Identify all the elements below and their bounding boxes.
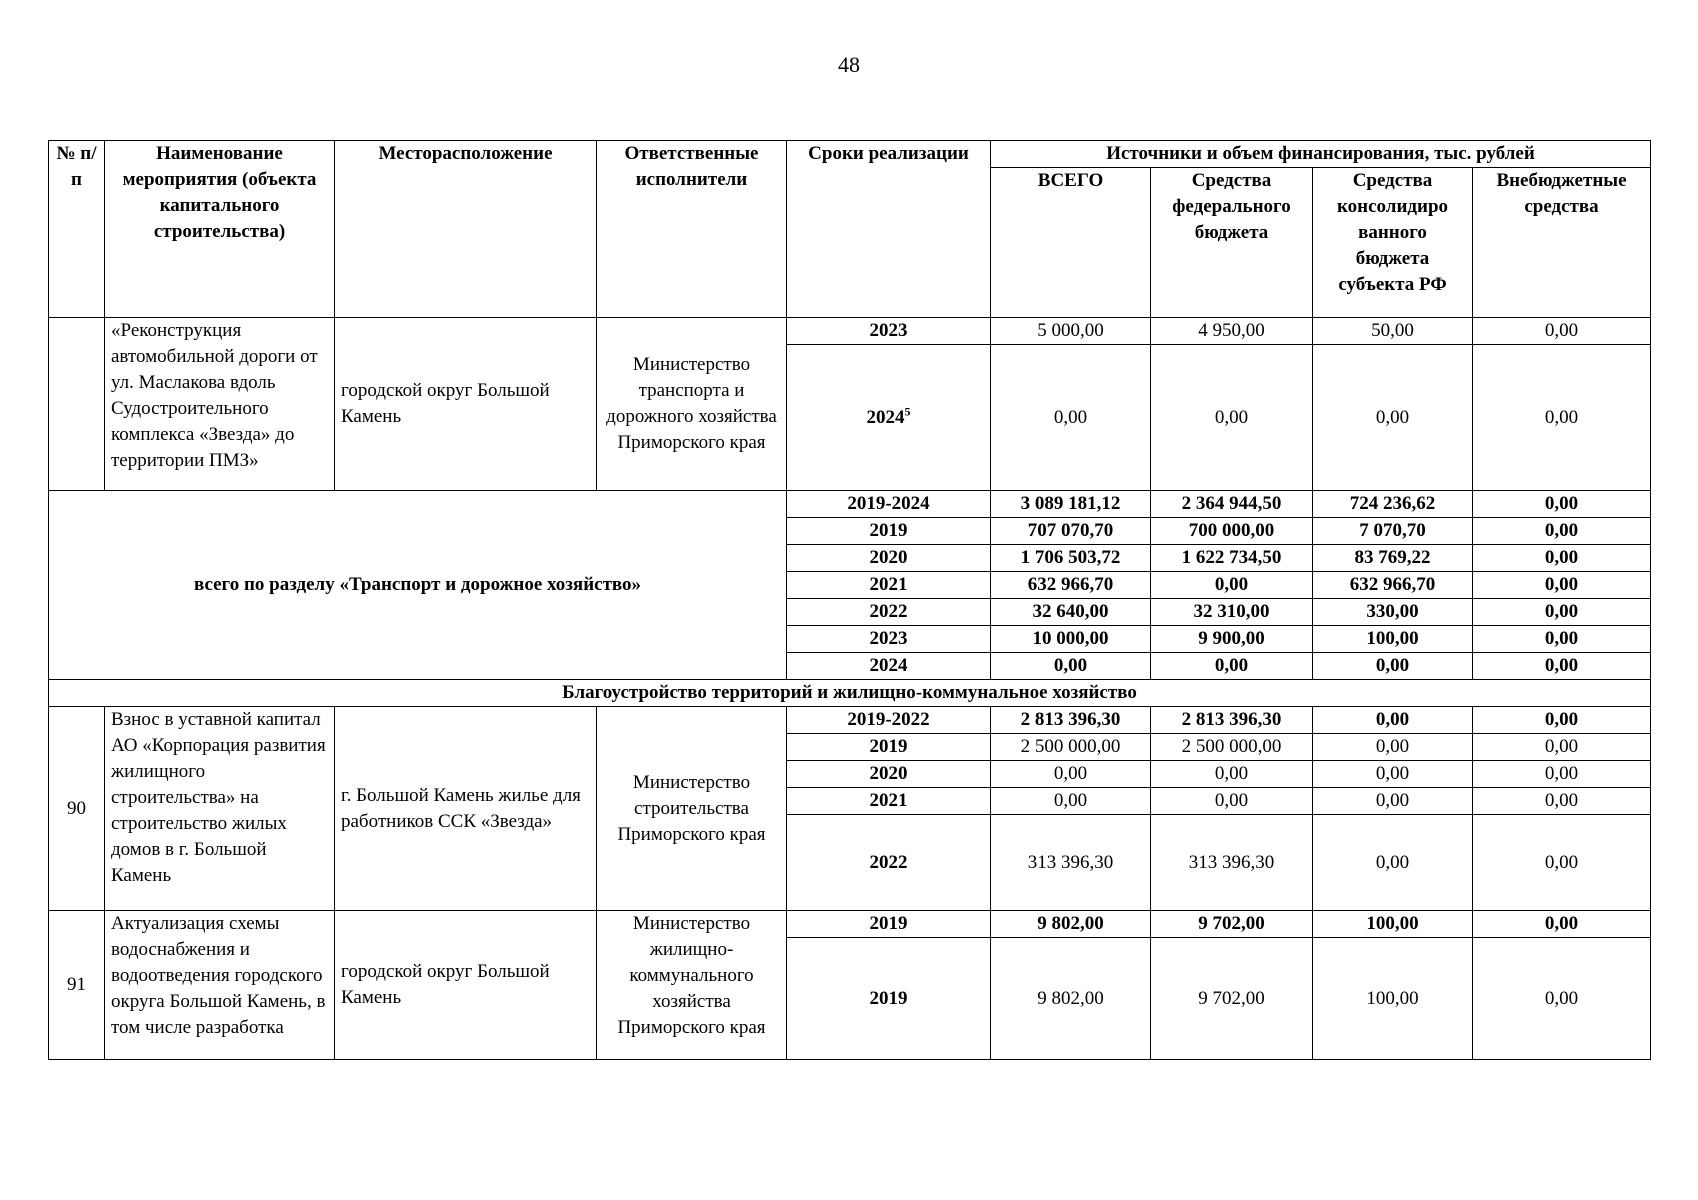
extra-cell: 0,00 xyxy=(1473,707,1651,734)
year-cell: 2021 xyxy=(787,788,991,815)
year-cell: 2024 xyxy=(787,653,991,680)
year-cell: 2019 xyxy=(787,911,991,938)
header-sources: Источники и объем финансирования, тыс. рублей xyxy=(991,141,1651,168)
total-cell: 2 813 396,30 xyxy=(991,707,1151,734)
total-cell: 3 089 181,12 xyxy=(991,491,1151,518)
total-cell: 707 070,70 xyxy=(991,518,1151,545)
header-location: Месторасположение xyxy=(335,141,597,318)
total-cell: 0,00 xyxy=(991,345,1151,491)
extra-cell: 0,00 xyxy=(1473,911,1651,938)
consolidated-cell: 0,00 xyxy=(1313,707,1473,734)
total-cell: 32 640,00 xyxy=(991,599,1151,626)
extra-cell: 0,00 xyxy=(1473,572,1651,599)
federal-cell: 2 364 944,50 xyxy=(1151,491,1313,518)
header-total: ВСЕГО xyxy=(991,168,1151,318)
table-row xyxy=(49,491,1651,518)
table-row xyxy=(49,911,1651,938)
federal-cell: 9 702,00 xyxy=(1151,938,1313,1060)
federal-cell: 2 500 000,00 xyxy=(1151,734,1313,761)
total-cell: 10 000,00 xyxy=(991,626,1151,653)
year-cell: 2023 xyxy=(787,318,991,345)
project-road-responsible: Министерство транспорта и дорожного хозяйства Приморского края xyxy=(597,318,787,491)
extra-cell: 0,00 xyxy=(1473,788,1651,815)
total-cell: 5 000,00 xyxy=(991,318,1151,345)
project-90-num: 90 xyxy=(49,707,105,911)
project-90-responsible: Министерство строительства Приморского края xyxy=(597,707,787,911)
total-cell: 9 802,00 xyxy=(991,911,1151,938)
federal-cell: 2 813 396,30 xyxy=(1151,707,1313,734)
federal-cell: 9 702,00 xyxy=(1151,911,1313,938)
consolidated-cell: 330,00 xyxy=(1313,599,1473,626)
federal-cell: 0,00 xyxy=(1151,653,1313,680)
federal-cell: 313 396,30 xyxy=(1151,815,1313,911)
total-cell: 632 966,70 xyxy=(991,572,1151,599)
year-cell xyxy=(787,345,991,491)
extra-cell: 0,00 xyxy=(1473,653,1651,680)
consolidated-cell: 0,00 xyxy=(1313,788,1473,815)
year-cell: 2019 xyxy=(787,518,991,545)
consolidated-cell: 100,00 xyxy=(1313,626,1473,653)
consolidated-cell: 0,00 xyxy=(1313,761,1473,788)
year-cell: 2019-2024 xyxy=(787,491,991,518)
section-heading: Благоустройство территорий и жилищно-коммунальное хозяйство xyxy=(49,680,1651,707)
section-total-label: всего по разделу «Транспорт и дорожное хозяйство» xyxy=(49,491,787,680)
consolidated-cell: 724 236,62 xyxy=(1313,491,1473,518)
table-row xyxy=(49,707,1651,734)
project-90-location: г. Большой Камень жилье для работников ССК «Звезда» xyxy=(335,707,597,911)
federal-cell: 9 900,00 xyxy=(1151,626,1313,653)
year-cell: 2019-2022 xyxy=(787,707,991,734)
consolidated-cell: 83 769,22 xyxy=(1313,545,1473,572)
total-cell: 0,00 xyxy=(991,761,1151,788)
financing-table xyxy=(48,140,1651,1060)
consolidated-cell: 7 070,70 xyxy=(1313,518,1473,545)
extra-cell: 0,00 xyxy=(1473,815,1651,911)
project-road-location: городской округ Большой Камень xyxy=(335,318,597,491)
year-cell: 2020 xyxy=(787,545,991,572)
total-cell: 0,00 xyxy=(991,653,1151,680)
project-91-num: 91 xyxy=(49,911,105,1060)
header-name: Наименование мероприятия (объекта капитального строительства) xyxy=(105,141,335,318)
consolidated-cell: 100,00 xyxy=(1313,938,1473,1060)
total-cell: 9 802,00 xyxy=(991,938,1151,1060)
consolidated-cell: 632 966,70 xyxy=(1313,572,1473,599)
project-91-responsible: Министерство жилищно-коммунального хозяйства Приморского края xyxy=(597,911,787,1060)
total-cell: 313 396,30 xyxy=(991,815,1151,911)
total-cell: 0,00 xyxy=(991,788,1151,815)
section-heading-row xyxy=(49,680,1651,707)
extra-cell: 0,00 xyxy=(1473,599,1651,626)
extra-cell: 0,00 xyxy=(1473,491,1651,518)
extra-cell: 0,00 xyxy=(1473,626,1651,653)
header-extra: Внебюджетные средства xyxy=(1473,168,1651,318)
consolidated-cell: 0,00 xyxy=(1313,734,1473,761)
year-cell: 2019 xyxy=(787,938,991,1060)
project-91-location: городской округ Большой Камень xyxy=(335,911,597,1060)
project-road-name: «Реконструкция автомобильной дороги от ул. Маслакова вдоль Судостроительного комплекса «Звезда» до территории ПМЗ» xyxy=(105,318,335,491)
federal-cell: 0,00 xyxy=(1151,788,1313,815)
page-number: 48 xyxy=(838,52,860,77)
project-road-num xyxy=(49,318,105,491)
federal-cell: 32 310,00 xyxy=(1151,599,1313,626)
year-text: 2024 xyxy=(866,406,905,428)
federal-cell: 0,00 xyxy=(1151,572,1313,599)
extra-cell: 0,00 xyxy=(1473,734,1651,761)
federal-cell: 0,00 xyxy=(1151,345,1313,491)
consolidated-cell: 0,00 xyxy=(1313,653,1473,680)
consolidated-cell: 100,00 xyxy=(1313,911,1473,938)
consolidated-cell: 0,00 xyxy=(1313,815,1473,911)
header-row-1 xyxy=(49,141,1651,168)
year-cell: 2022 xyxy=(787,599,991,626)
header-responsible: Ответственные исполнители xyxy=(597,141,787,318)
federal-cell: 4 950,00 xyxy=(1151,318,1313,345)
extra-cell: 0,00 xyxy=(1473,345,1651,491)
project-91-name: Актуализация схемы водоснабжения и водоотведения городского округа Большой Камень, в том числе разработка xyxy=(105,911,335,1060)
consolidated-cell: 50,00 xyxy=(1313,318,1473,345)
year-cell: 2021 xyxy=(787,572,991,599)
federal-cell: 700 000,00 xyxy=(1151,518,1313,545)
year-cell: 2020 xyxy=(787,761,991,788)
year-cell: 2019 xyxy=(787,734,991,761)
year-cell: 2022 xyxy=(787,815,991,911)
extra-cell: 0,00 xyxy=(1473,938,1651,1060)
header-period: Сроки реализации xyxy=(787,141,991,318)
extra-cell: 0,00 xyxy=(1473,545,1651,572)
year-cell: 2023 xyxy=(787,626,991,653)
header-num: № п/п xyxy=(49,141,105,318)
total-cell: 2 500 000,00 xyxy=(991,734,1151,761)
total-cell: 1 706 503,72 xyxy=(991,545,1151,572)
federal-cell: 1 622 734,50 xyxy=(1151,545,1313,572)
project-90-name: Взнос в уставной капитал АО «Корпорация развития жилищного строительства» на строительство жилых домов в г. Большой Камень xyxy=(105,707,335,911)
federal-cell: 0,00 xyxy=(1151,761,1313,788)
extra-cell: 0,00 xyxy=(1473,761,1651,788)
header-federal: Средства федерального бюджета xyxy=(1151,168,1313,318)
table-row xyxy=(49,318,1651,345)
extra-cell: 0,00 xyxy=(1473,518,1651,545)
header-consolidated: Средства консолидиро ванного бюджета субъекта РФ xyxy=(1313,168,1473,318)
extra-cell: 0,00 xyxy=(1473,318,1651,345)
consolidated-cell: 0,00 xyxy=(1313,345,1473,491)
footnote-mark: 5 xyxy=(904,404,911,419)
